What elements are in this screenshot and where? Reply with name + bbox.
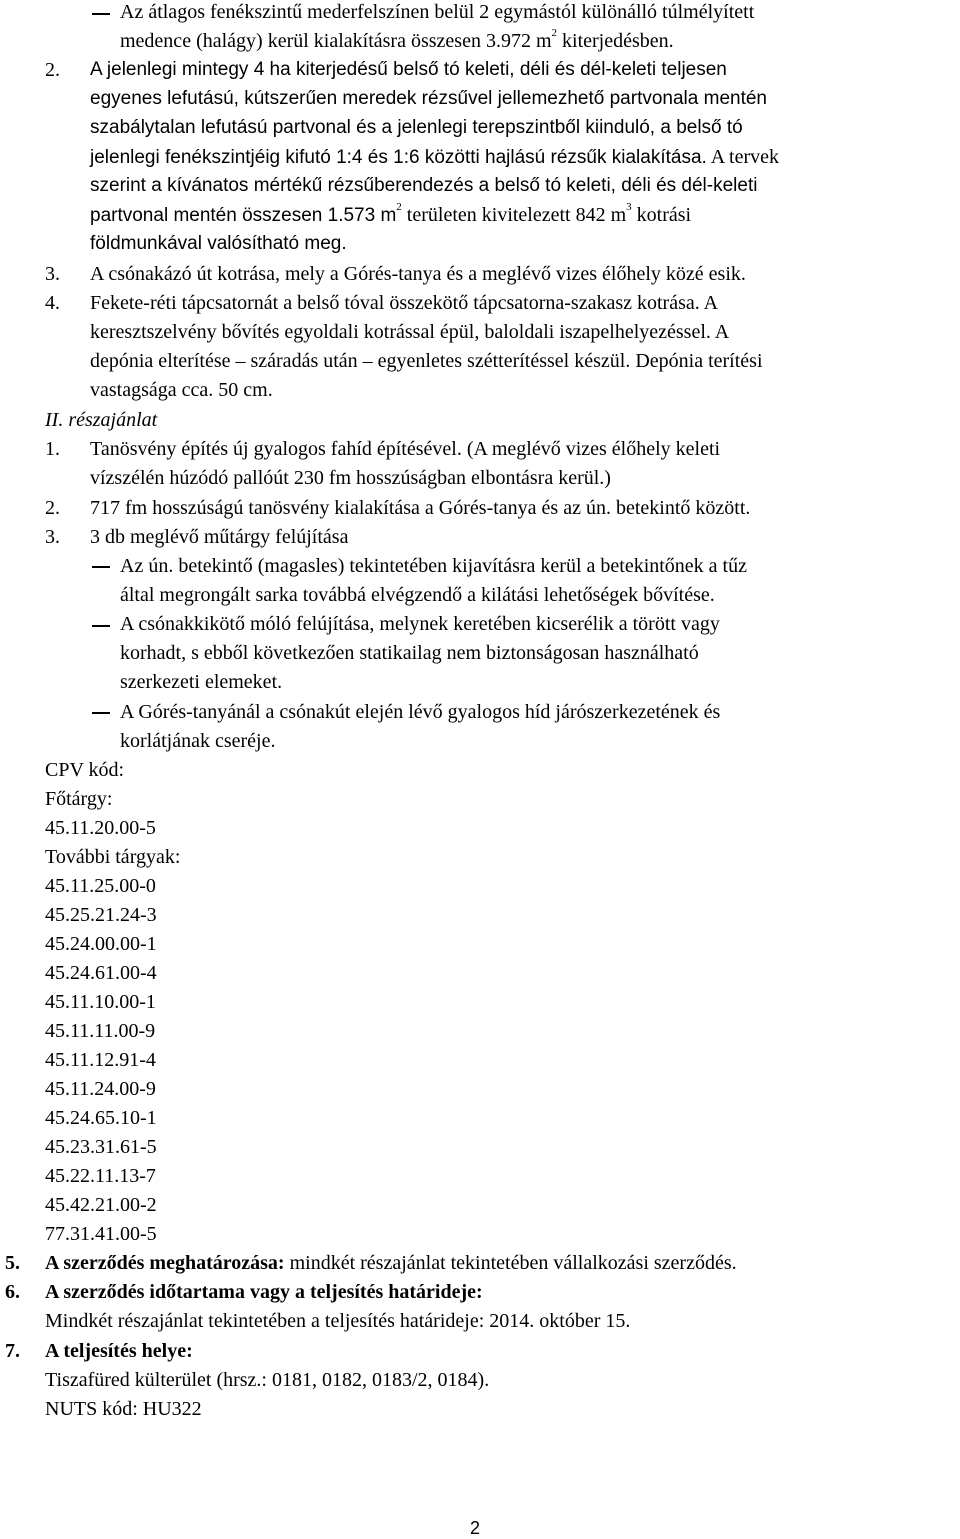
text-line: szabálytalan lefutású partvonal és a jelenlegi terepszintből kiinduló, a belső tó	[90, 117, 743, 138]
cpv-code: 77.31.41.00-5	[45, 1223, 157, 1245]
dash-marker	[92, 625, 110, 627]
section-number: 5.	[5, 1252, 20, 1274]
cpv-code: 45.24.65.10-1	[45, 1107, 157, 1129]
cpv-code: 45.11.10.00-1	[45, 991, 156, 1013]
text-line: A Górés-tanyánál a csónakút elején lévő gyalogos híd járószerkezetének és	[120, 701, 721, 723]
section-number: 6.	[5, 1281, 20, 1303]
cpv-code: 45.25.21.24-3	[45, 904, 157, 926]
text-line: egyenes lefutású, kútszerűen meredek rézsűvel jellemezhető partvonala mentén	[90, 88, 767, 109]
text-line: A jelenlegi mintegy 4 ha kiterjedésű belső tó keleti, déli és dél-keleti teljesen	[90, 59, 727, 80]
text-line: partvonal mentén összesen 1.573 $m^2$ területen kivitelezett 842 $m^3$ kotrási	[90, 201, 692, 226]
text-line: szerint a kívánatos mértékű rézsűberendezés a belső tó keleti, déli és dél-keleti	[90, 175, 758, 196]
text-line: Az átlagos fenékszintű mederfelszínen belül 2 egymástól különálló túlmélyített	[120, 1, 755, 23]
item-number: 2.	[45, 497, 60, 519]
text-line: 717 fm hosszúságú tanösvény kialakítása a Górés-tanya és az ún. betekintő között.	[90, 497, 751, 519]
item-number: 3.	[45, 526, 60, 548]
text-line: jelenlegi fenékszintjéig kifutó 1:4 és 1:6 közötti hajlású rézsűk kialakítása. A tervek	[90, 146, 780, 168]
cpv-code: 45.11.11.00-9	[45, 1020, 156, 1042]
text-line: A csónakkikötő móló felújítása, melynek keretében kicserélik a törött vagy	[120, 613, 720, 635]
section-7-label: A teljesítés helye:	[45, 1340, 193, 1362]
dash-marker	[92, 13, 110, 15]
text-line: keresztszelvény bővítés egyoldali kotrással épül, baloldali iszapelhelyezéssel. A	[90, 321, 730, 343]
text-line: által megrongált sarka továbbá elvégzendő a kilátási lehetőségek bővítése.	[120, 584, 715, 606]
item-number: 4.	[45, 292, 60, 314]
cpv-code: 45.22.11.13-7	[45, 1165, 156, 1187]
text-line: medence (halágy) kerül kialakításra összesen 3.972 $m^2$ kiterjedésben.	[120, 27, 674, 52]
cpv-code: 45.11.25.00-0	[45, 875, 156, 897]
text-line: Tanösvény építés új gyalogos fahíd építésével. (A meglévő vizes élőhely keleti	[90, 438, 721, 460]
section-number: 7.	[5, 1340, 20, 1362]
text-line: A csónakázó út kotrása, mely a Górés-tanya és a meglévő vizes élőhely közé esik.	[90, 263, 746, 285]
text-line: vízszélén húzódó pallóút 230 fm hosszúságban elbontásra kerül.)	[90, 467, 611, 489]
text-line: korlátjának cseréje.	[120, 730, 276, 752]
item-number: 2.	[45, 59, 60, 81]
cpv-code: 45.23.31.61-5	[45, 1136, 157, 1158]
section-6-text: Mindkét részajánlat tekintetében a teljesítés határideje: 2014. október 15.	[45, 1310, 631, 1332]
cpv-code: 45.42.21.00-2	[45, 1194, 157, 1216]
text-line: Fekete-réti tápcsatornát a belső tóval összekötő tápcsatorna-szakasz kotrása. A	[90, 292, 719, 314]
dash-marker	[92, 712, 110, 714]
cpv-code: 45.11.20.00-5	[45, 817, 156, 839]
section-6-label: A szerződés időtartama vagy a teljesítés határideje:	[45, 1281, 483, 1303]
text-line: 3 db meglévő műtárgy felújítása	[90, 526, 349, 548]
text-line: vastagsága cca. 50 cm.	[90, 379, 273, 401]
text-line: depónia elterítése – száradás után – egyenletes szétterítéssel készül. Depónia terítési	[90, 350, 763, 372]
cpv-code: 45.24.61.00-4	[45, 962, 157, 984]
section-5: A szerződés meghatározása: mindkét részajánlat tekintetében vállalkozási szerződés.	[45, 1252, 737, 1274]
text-line: korhadt, s ebből következően statikailag nem biztonságosan használható	[120, 642, 699, 664]
cpv-code: 45.11.24.00-9	[45, 1078, 156, 1100]
cpv-main-label: Főtárgy:	[45, 788, 113, 810]
text-line: szerkezeti elemeket.	[120, 671, 283, 693]
page-number: 2	[470, 1518, 481, 1538]
cpv-more-label: További tárgyak:	[45, 846, 181, 868]
cpv-label: CPV kód:	[45, 759, 125, 781]
section-heading: II. részajánlat	[45, 409, 158, 431]
nuts-code: NUTS kód: HU322	[45, 1398, 202, 1420]
item-number: 1.	[45, 438, 60, 460]
dash-marker	[92, 566, 110, 568]
cpv-code: 45.24.00.00-1	[45, 933, 157, 955]
section-7-text: Tiszafüred külterület (hrsz.: 0181, 0182, 0183/2, 0184).	[45, 1369, 490, 1391]
cpv-code: 45.11.12.91-4	[45, 1049, 156, 1071]
text-line: földmunkával valósítható meg.	[90, 233, 347, 254]
item-number: 3.	[45, 263, 60, 285]
text-line: Az ún. betekintő (magasles) tekintetében kijavításra kerül a betekintőnek a tűz	[120, 555, 747, 577]
